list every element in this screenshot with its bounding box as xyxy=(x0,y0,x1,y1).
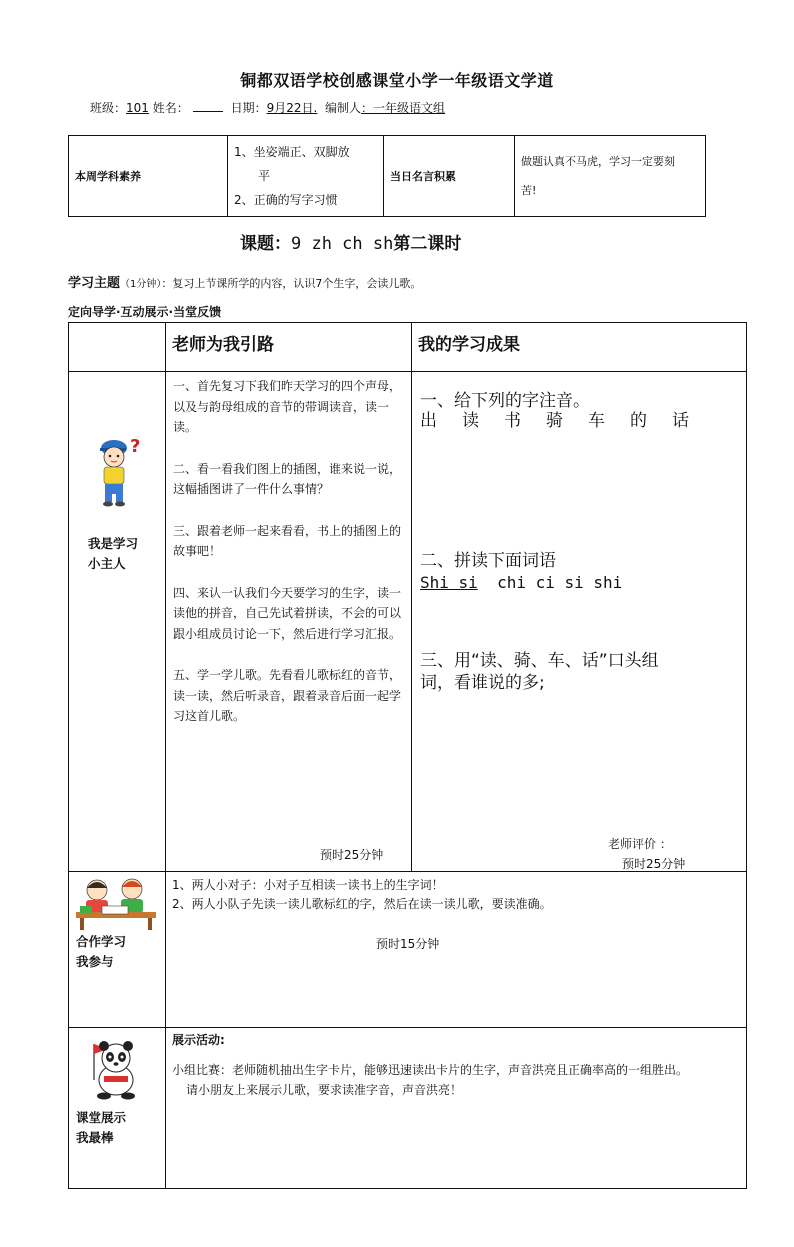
quote-text xyxy=(515,136,706,217)
svg-text:?: ? xyxy=(130,436,141,457)
pinyin-rest: chi ci si shi xyxy=(497,573,623,592)
teacher-step: 五、学一学儿歌。先看看儿歌标红的音节，读一读，然后听录音，跟着录音后面一起学习这首儿歌。 xyxy=(173,668,402,723)
name-label: 姓名： xyxy=(152,101,189,115)
literacy-item: 2、正确的写字习惯 xyxy=(234,193,338,207)
lesson-suffix: 第二课时 xyxy=(393,234,462,254)
literacy-item: 1、坐姿端正、双脚放 xyxy=(234,145,350,159)
grid-line xyxy=(746,322,747,1189)
grid-line xyxy=(68,371,747,372)
lesson-code: 9 zh ch sh xyxy=(291,234,394,254)
date-value: 9月22日. xyxy=(266,101,318,115)
result-chars: 出读书骑车的话 xyxy=(420,411,714,431)
teacher-step: 二、看一看我们图上的插图，谁来说一说，这幅插图讲了一件什么事情？ xyxy=(173,461,402,496)
result-pinyin xyxy=(420,572,622,594)
show-paragraph: 请小朋友上来展示儿歌，要求读准字音，声音洪亮！ xyxy=(186,1083,463,1097)
lesson-prefix: 课题： xyxy=(240,234,291,254)
teacher-steps xyxy=(173,376,409,748)
panda-flag-icon xyxy=(82,1036,144,1100)
teacher-step: 一、首先复习下我们昨天学习的四个声母，以及与韵母组成的音节的带调读音，读一读。 xyxy=(173,379,402,434)
pinyin-underlined: Shi si xyxy=(420,573,478,592)
literacy-item: 平 xyxy=(258,169,271,183)
grid-line xyxy=(68,1027,747,1028)
children-studying-icon xyxy=(72,876,160,930)
literacy-items xyxy=(228,136,384,217)
show-title: 展示活动: xyxy=(172,1033,225,1047)
grid-line xyxy=(165,322,166,1189)
class-value: 101 xyxy=(126,101,149,115)
show-activity xyxy=(172,1030,737,1100)
label-line: 课堂展示 xyxy=(76,1110,127,1125)
result-time: 预时25分钟 xyxy=(622,857,686,871)
student-question-icon xyxy=(92,430,148,508)
show-paragraph: 小组比赛：老师随机抽出生字卡片，能够迅速读出卡片的生字，声音洪亮且正确率高的一组胜出。 xyxy=(172,1063,689,1077)
page-title: 铜都双语学校创感课堂小学一年级语文学道 xyxy=(240,71,554,90)
label-line: 合作学习 xyxy=(76,934,127,949)
literacy-table xyxy=(68,135,706,217)
result-header: 我的学习成果 xyxy=(418,335,520,355)
class-label: 班级： xyxy=(90,101,127,115)
editor-label: 编制人 xyxy=(324,101,361,115)
section-label-self xyxy=(88,534,138,574)
theme-label: 学习主题 xyxy=(68,276,121,291)
teacher-step: 三、跟着老师一起来看看，书上的插图上的故事吧！ xyxy=(173,523,402,558)
result-q3-line1: 三、用“读、骑、车、话”口头组 xyxy=(420,651,659,671)
editor-value: ：一年级语文组 xyxy=(361,101,446,115)
section-label-coop xyxy=(76,932,126,972)
coop-item: 2、两人小队子先读一读儿歌标红的字，然后在读一读儿歌，要读准确。 xyxy=(172,897,552,911)
result-q1: 一、给下列的字注音。 xyxy=(420,391,590,411)
teacher-header: 老师为我引路 xyxy=(172,335,274,355)
result-q3-line2: 词，看谁说的多; xyxy=(420,673,545,693)
label-line: 我最棒 xyxy=(76,1130,114,1145)
teacher-step: 四、来认一认我们今天要学习的生字，读一读他的拼音，自己先试着拼读，不会的可以跟小组成员讨论一下，然后进行学习汇报。 xyxy=(173,585,402,641)
grid-line xyxy=(68,322,747,323)
coop-items xyxy=(172,876,552,914)
label-line: 我参与 xyxy=(76,954,114,969)
teacher-time: 预时25分钟 xyxy=(320,848,384,862)
date-label: 日期： xyxy=(230,101,267,115)
info-line xyxy=(90,99,445,116)
grid-line xyxy=(68,322,69,1189)
learning-theme xyxy=(68,272,421,291)
teacher-evaluation: 老师评价 ： xyxy=(608,837,672,851)
literacy-label: 本周学科素养 xyxy=(69,136,228,217)
quote-line: 做题认真不马虎，学习一定要刻 xyxy=(521,155,675,168)
result-q2: 二、拼读下面词语 xyxy=(420,551,556,571)
theme-desc: ：复习上节课所学的内容，认识7个生字，会读儿歌。 xyxy=(161,277,422,290)
quote-line: 苦! xyxy=(521,184,537,197)
label-line: 小主人 xyxy=(88,556,126,571)
section-label-show xyxy=(76,1108,126,1148)
grid-line xyxy=(68,1188,747,1189)
guide-heading: 定向导学·互动展示·当堂反馈 xyxy=(68,305,222,319)
coop-time: 预时15分钟 xyxy=(376,937,440,951)
coop-item: 1、两人小对子：小对子互相读一读书上的生字词！ xyxy=(172,878,444,892)
theme-time: （1分钟） xyxy=(120,279,162,290)
label-line: 我是学习 xyxy=(88,536,139,551)
lesson-title xyxy=(240,229,461,254)
name-blank[interactable] xyxy=(193,100,223,112)
quote-label: 当日名言积累 xyxy=(384,136,515,217)
grid-line xyxy=(411,322,412,872)
